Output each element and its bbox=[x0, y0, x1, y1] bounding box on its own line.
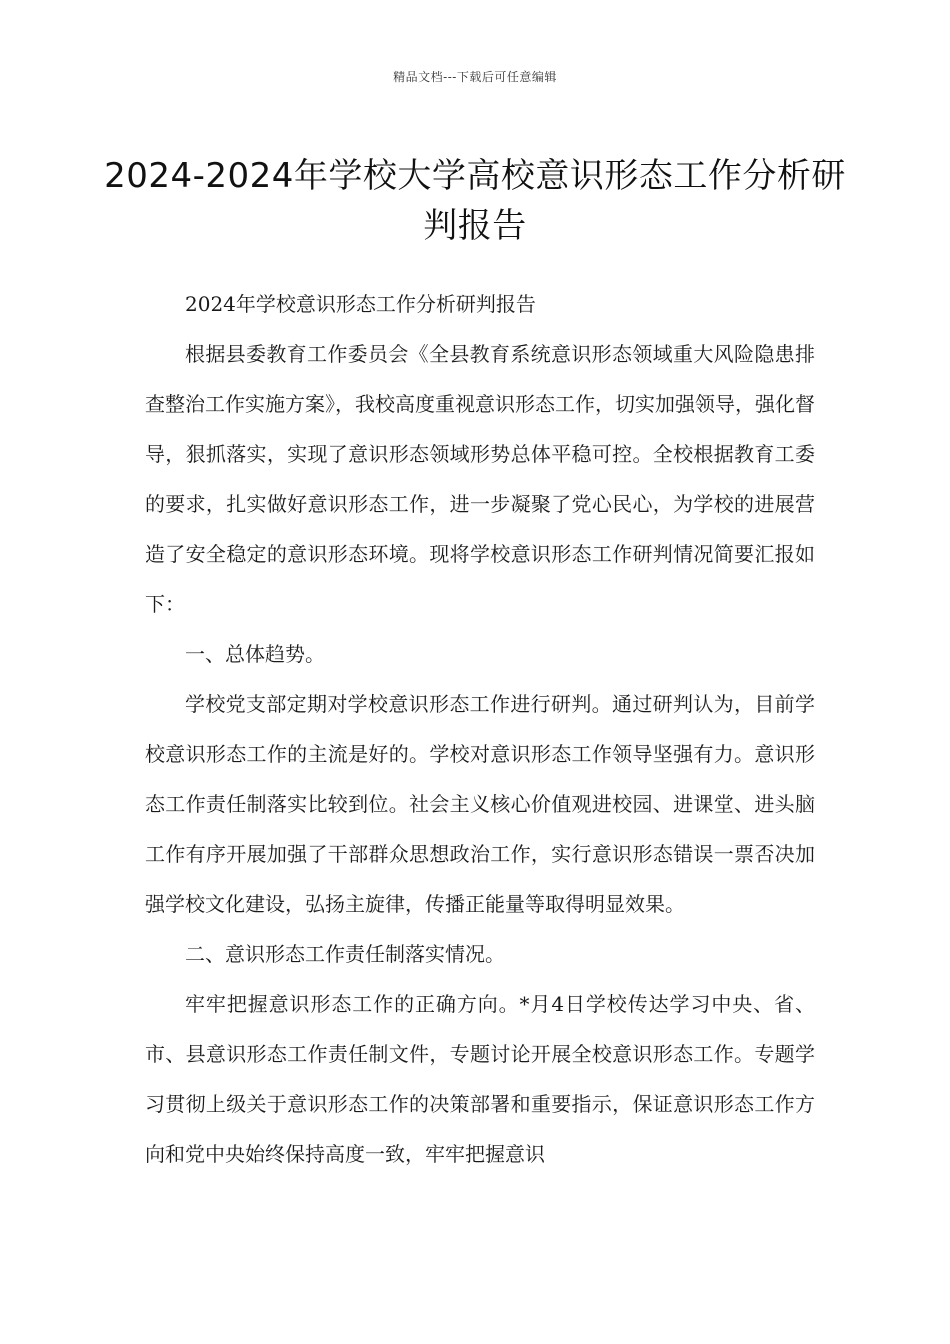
document-title: 2024-2024年学校大学高校意识形态工作分析研判报告 bbox=[104, 155, 846, 246]
paragraph-subtitle: 2024年学校意识形态工作分析研判报告 bbox=[185, 292, 536, 316]
paragraph-intro: 根据县委教育工作委员会《全县教育系统意识形态领域重大风险隐患排查整治工作实施方案》，我校高度重视意识形态工作，切实加强领导，强化督导，狠抓落实，实现了意识形态领域形势总体平稳可控。全校根据教育工委的要求，扎实做好意识形态工作，进一步凝聚了党心民心，为学校的进展营造了安全稳定的意识形态环境。现将学校意识形态工作研判情况简要汇报如下： bbox=[145, 342, 815, 616]
section-heading-1: 一、总体趋势。 bbox=[185, 642, 325, 666]
header-note: 精品文档---下载后可任意编辑 bbox=[393, 70, 557, 84]
document-body bbox=[145, 279, 815, 1179]
paragraph-section-2: 牢牢把握意识形态工作的正确方向。*月4日学校传达学习中央、省、市、县意识形态工作责任制文件，专题讨论开展全校意识形态工作。专题学习贯彻上级关于意识形态工作的决策部署和重要指示，保证意识形态工作方向和党中央始终保持高度一致，牢牢把握意识 bbox=[145, 992, 815, 1166]
paragraph-section-1: 学校党支部定期对学校意识形态工作进行研判。通过研判认为，目前学校意识形态工作的主流是好的。学校对意识形态工作领导坚强有力。意识形态工作责任制落实比较到位。社会主义核心价值观进校园、进课堂、进头脑工作有序开展加强了干部群众思想政治工作，实行意识形态错误一票否决加强学校文化建设，弘扬主旋律，传播正能量等取得明显效果。 bbox=[145, 692, 815, 916]
section-heading-2: 二、意识形态工作责任制落实情况。 bbox=[185, 942, 505, 966]
